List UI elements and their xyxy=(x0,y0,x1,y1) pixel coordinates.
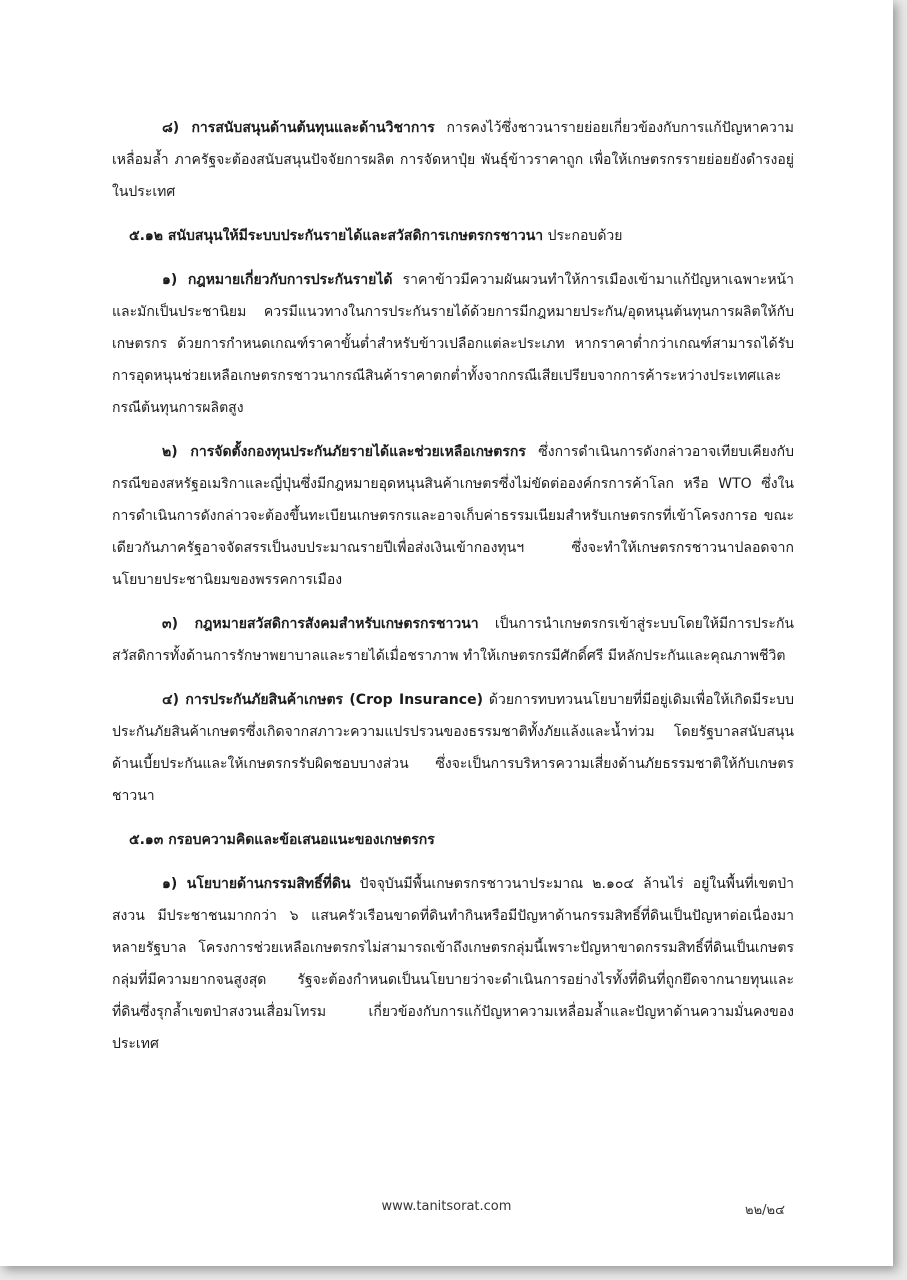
paragraph-item-8 xyxy=(112,112,794,208)
section-heading-5-13 xyxy=(129,824,794,856)
paragraph-text: เป็นการนำเกษตรกรเข้าสู่ระบบโดยให้มีการประกันสวัสดิการทั้งด้านการรักษาพยาบาลและรายได้เมื่อชราภาพ ทำให้เกษตรกรมีศักดิ์ศรี มีหลักประกันและคุณภาพชีวิต xyxy=(112,616,794,664)
section-heading-title: ๕.๑๓ กรอบความคิดและข้อเสนอแนะของเกษตรกร xyxy=(129,832,435,848)
paragraph-text: การคงไว้ซึ่งชาวนารายย่อยเกี่ยวข้องกับการแก้ปัญหาความเหลื่อมล้ำ ภาครัฐจะต้องสนับสนุนปัจจัยการผลิต การจัดหาปุ๋ย พันธุ์ข้าวราคาถูก เพื่อให้เกษตรกรรายย่อยยังดำรงอยู่ในประเทศ xyxy=(112,120,794,200)
section-heading-suffix: ประกอบด้วย xyxy=(543,228,623,244)
paragraph-title: ๓) กฎหมายสวัสดิการสังคมสำหรับเกษตรกรชาวนา xyxy=(162,616,479,632)
document-body xyxy=(112,112,794,1072)
paragraph-title: ๑) นโยบายด้านกรรมสิทธิ์ที่ดิน xyxy=(162,876,351,892)
paragraph-item-2 xyxy=(112,436,794,596)
paragraph-text: ราคาข้าวมีความผันผวนทำให้การเมืองเข้ามาแก้ปัญหาเฉพาะหน้าและมักเป็นประชานิยม ควรมีแนวทางในการประกันรายได้ด้วยการมีกฎหมายประกัน/อุดหนุนต้นทุนการผลิตให้กับเกษตรกร ด้วยการกำหนดเกณฑ์ราคาขั้นต่ำสำหรับข้าวเปลือกแต่ละประเภท หากราคาต่ำกว่าเกณฑ์สามารถได้รับการอุดหนุนช่วยเหลือเกษตรกรชาวนากรณีสินค้าราคาตกต่ำทั้งจากกรณีเสียเปรียบจากการค้าระหว่างประเทศและกรณีต้นทุนการผลิตสูง xyxy=(112,272,794,416)
paragraph-item-1 xyxy=(112,264,794,424)
section-heading-title: ๕.๑๒ สนับสนุนให้มีระบบประกันรายได้และสวัสดิการเกษตรกรชาวนา xyxy=(129,228,544,244)
paragraph-land-ownership xyxy=(112,868,794,1060)
paragraph-text: ปัจจุบันมีพื้นเกษตรกรชาวนาประมาณ ๒.๑๐๔ ล้านไร่ อยู่ในพื้นที่เขตป่าสงวน มีประชาชนมากกว่า ๖ แสนครัวเรือนขาดที่ดินทำกินหรือมีปัญหาด้านกรรมสิทธิ์ที่ดินเป็นปัญหาต่อเนื่องมาหลายรัฐบาล โครงการช่วยเหลือเกษตรกรไม่สามารถเข้าถึงเกษตรกลุ่มนี้เพราะปัญหาขาดกรรมสิทธิ์ที่ดินเป็นเกษตรกลุ่มที่มีความยากจนสูงสุด รัฐจะต้องกำหนดเป็นนโยบายว่าจะดำเนินการอย่างไรทั้งที่ดินที่ถูกยึดจากนายทุนและที่ดินซึ่งรุกล้ำเขตป่าสงวนเสื่อมโทรม เกี่ยวข้องกับการแก้ปัญหาความเหลื่อมล้ำและปัญหาด้านความมั่นคงของประเทศ xyxy=(112,876,794,1052)
paragraph-title: ๒) การจัดตั้งกองทุนประกันภัยรายได้และช่วยเหลือเกษตรกร xyxy=(162,444,526,460)
page-number: ๒๒/๒๔ xyxy=(745,1203,785,1218)
paragraph-text: ด้วยการทบทวนนโยบายที่มีอยู่เดิมเพื่อให้เกิดมีระบบประกันภัยสินค้าเกษตรซึ่งเกิดจากสภาวะความแปรปรวนของธรรมชาติทั้งภัยแล้งและน้ำท่วม โดยรัฐบาลสนับสนุนด้านเบี้ยประกันและให้เกษตรกรรับผิดชอบบางส่วน ซึ่งจะเป็นการบริหารความเสี่ยงด้านภัยธรรมชาติให้กับเกษตรชาวนา xyxy=(112,692,794,804)
footer-website-link[interactable]: www.tanitsorat.com xyxy=(381,1199,512,1214)
paragraph-title: ๔) การประกันภัยสินค้าเกษตร (Crop Insurance) xyxy=(162,692,483,708)
paragraph-title: ๘) การสนับสนุนด้านต้นทุนและด้านวิชาการ xyxy=(162,120,435,136)
paragraph-text: ซึ่งการดำเนินการดังกล่าวอาจเทียบเคียงกับกรณีของสหรัฐอเมริกาและญี่ปุ่นซึ่งมีกฎหมายอุดหนุนสินค้าเกษตรซึ่งไม่ขัดต่อองค์กรการค้าโลก หรือ WTO ซึ่งในการดำเนินการดังกล่าวจะต้องขึ้นทะเบียนเกษตรกรและอาจเก็บค่าธรรมเนียมสำหรับเกษตรกรที่เข้าโครงการอ ขณะเดียวกันภาครัฐอาจจัดสรรเป็นงบประมาณรายปีเพื่อส่งเงินเข้ากองทุนฯ ซึ่งจะทำให้เกษตรกรชาวนาปลอดจากนโยบายประชานิยมของพรรคการเมือง xyxy=(112,444,795,588)
paragraph-item-4 xyxy=(112,684,794,812)
paragraph-item-3 xyxy=(112,608,794,672)
paragraph-title: ๑) กฎหมายเกี่ยวกับการประกันรายได้ xyxy=(162,272,393,288)
section-heading-5-12 xyxy=(129,220,794,252)
